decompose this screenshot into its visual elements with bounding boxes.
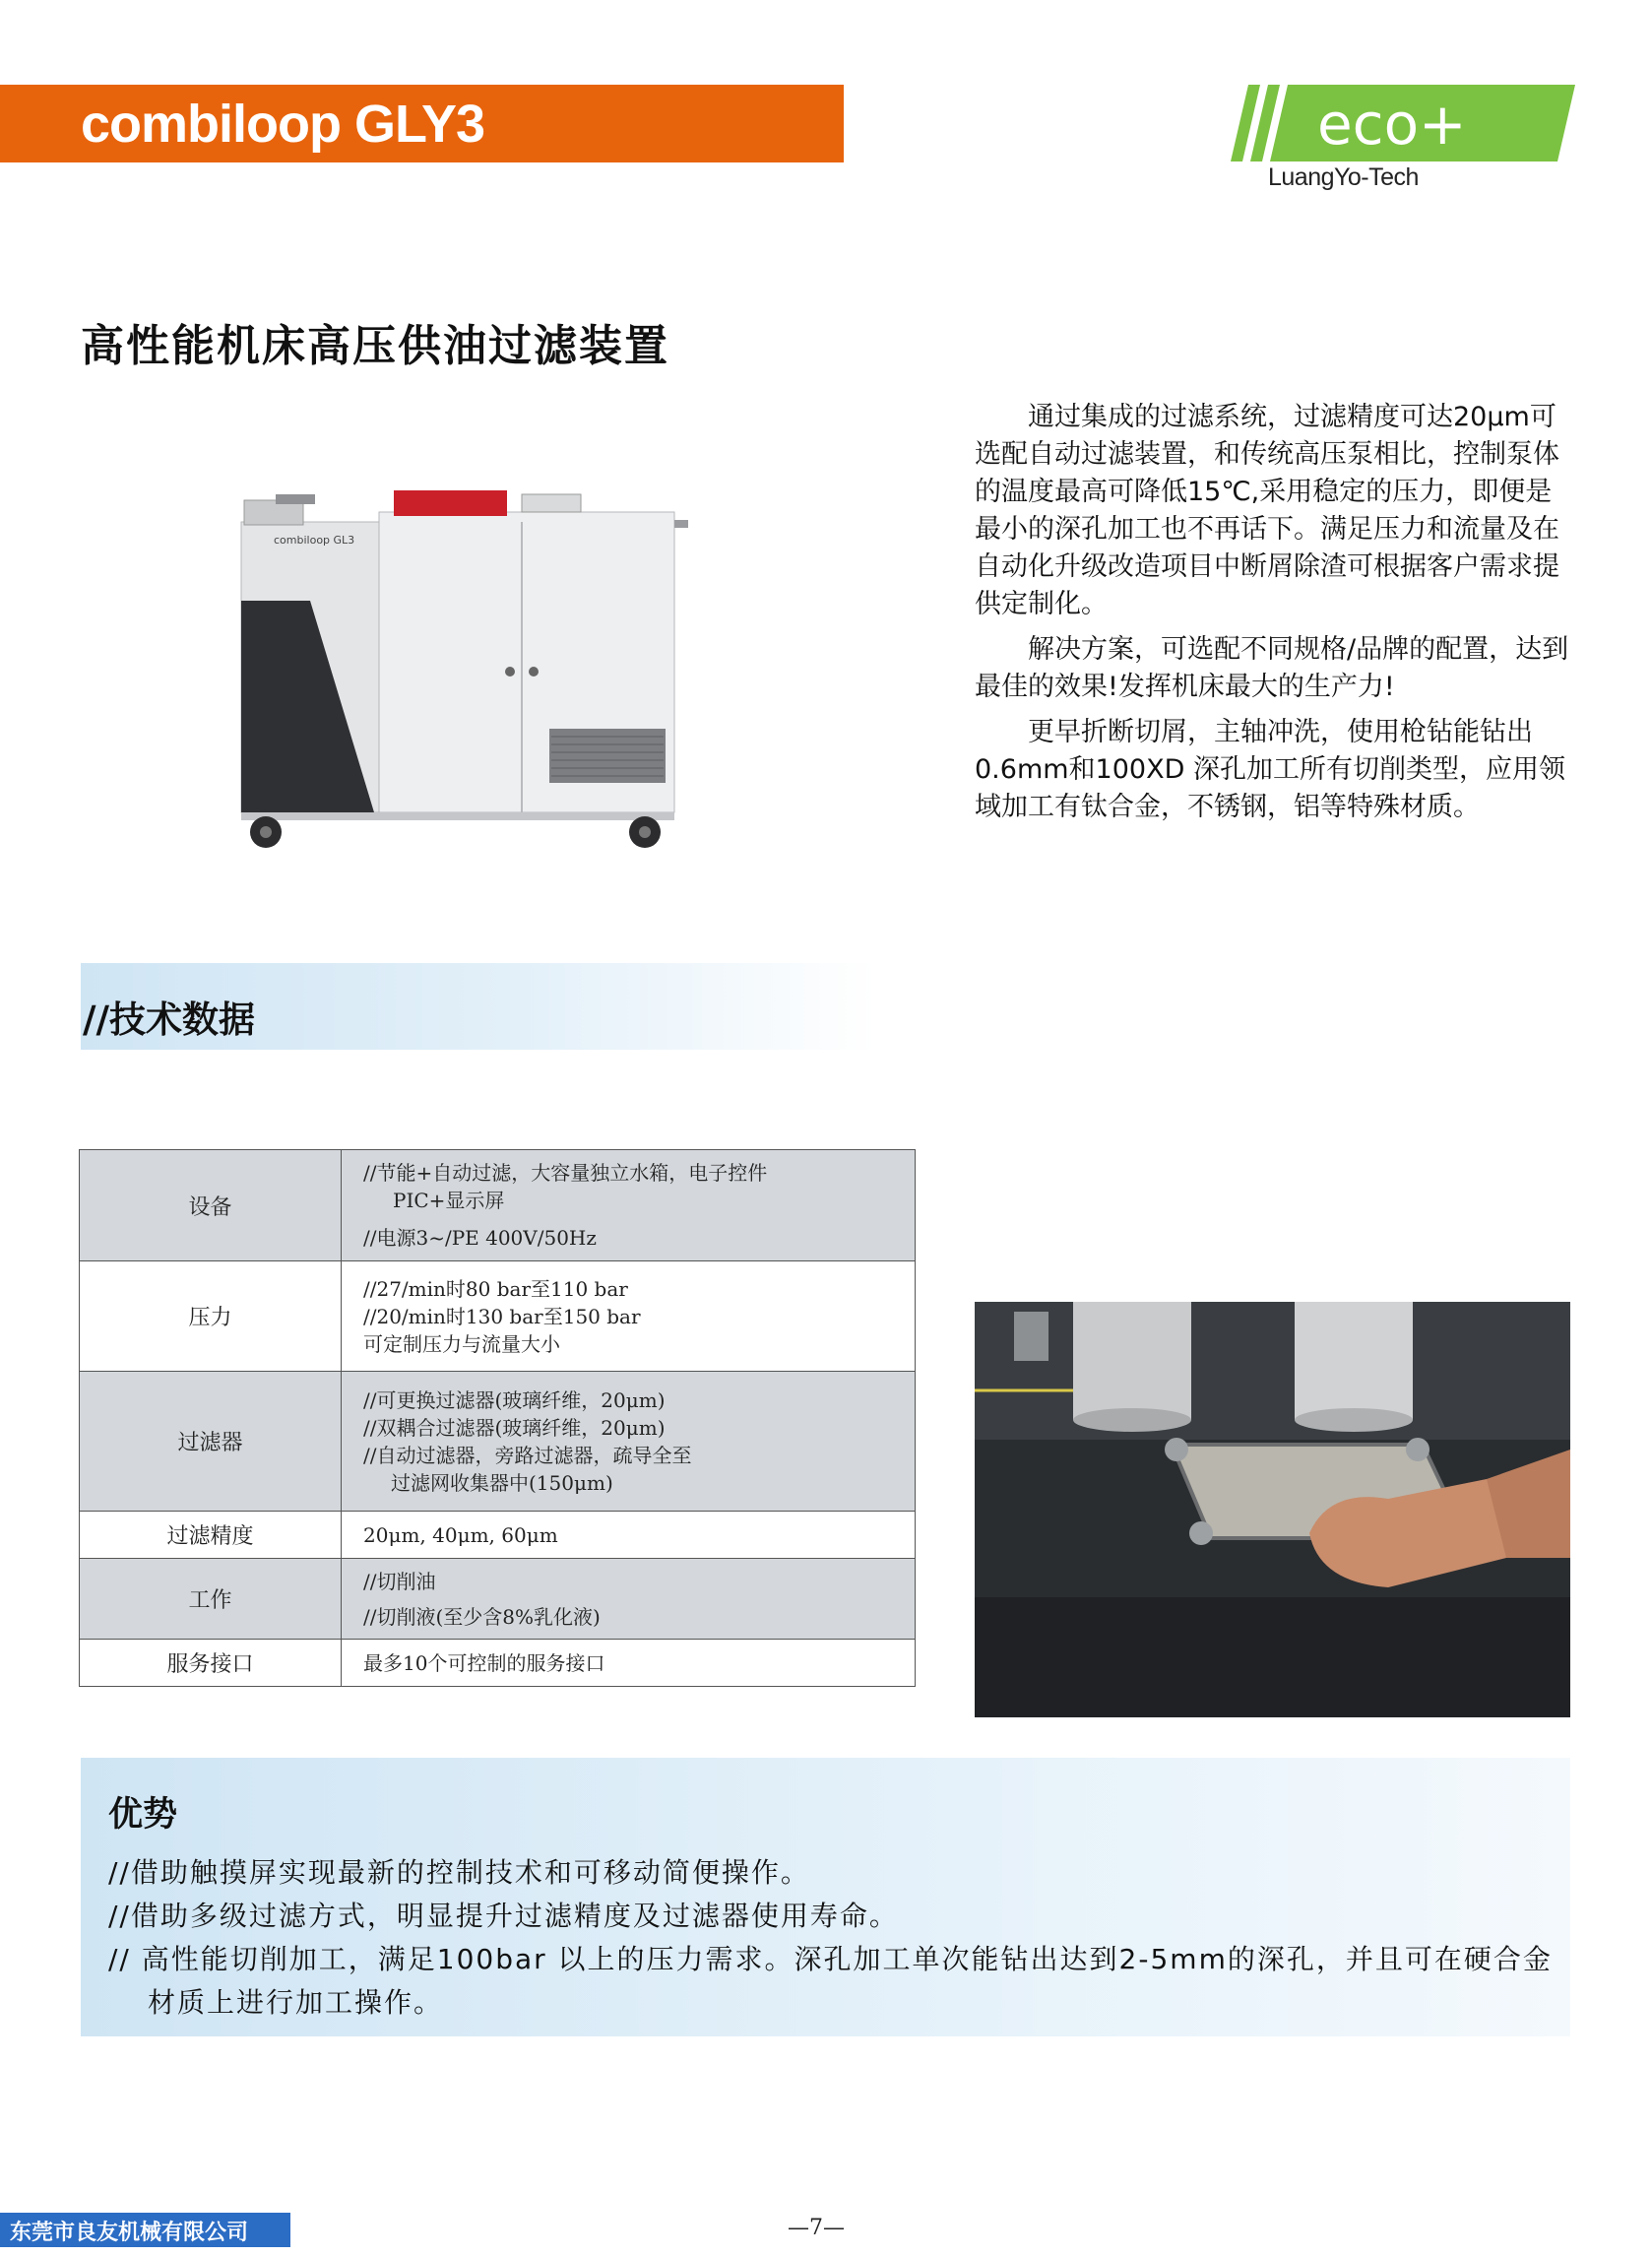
value-line: //切削液(至少含8%乳化液) <box>363 1604 601 1629</box>
value-line: //电源3~/PE 400V/50Hz <box>363 1226 597 1250</box>
product-title: combiloop GLY3 <box>81 95 485 154</box>
brand-name: LuangYo-Tech <box>1268 163 1419 191</box>
value-line: PIC+显示屏 <box>393 1189 505 1212</box>
value-line: //切削油 <box>363 1569 436 1593</box>
row-label: 压力 <box>80 1261 342 1372</box>
table-row <box>80 1372 916 1512</box>
row-values <box>342 1640 916 1687</box>
intro-paragraph-2: 解决方案，可选配不同规格/品牌的配置，达到最佳的效果!发挥机床最大的生产力! <box>975 634 1569 702</box>
list-item: //借助多级过滤方式，明显提升过滤精度及过滤器使用寿命。 <box>108 1900 899 1932</box>
row-values <box>342 1372 916 1512</box>
value-line: //20/min时130 bar至150 bar <box>363 1304 641 1328</box>
value-line: //自动过滤器，旁路过滤器，疏导全至 <box>363 1443 692 1467</box>
advantages-title: 优势 <box>108 1795 178 1835</box>
value-line: //双耦合过滤器(玻璃纤维，20μm) <box>363 1415 666 1440</box>
value-line: 20μm, 40μm, 60μm <box>363 1522 558 1547</box>
list-item: //借助触摸屏实现最新的控制技术和可移动简便操作。 <box>108 1856 810 1889</box>
row-values <box>342 1261 916 1372</box>
row-values <box>342 1559 916 1640</box>
table-row <box>80 1640 916 1687</box>
intro-paragraph-3: 更早折断切屑，主轴冲洗，使用枪钻能钻出0.6mm和100XD 深孔加工所有切削类型，应用领域加工有钛合金，不锈钢，铝等特殊材质。 <box>975 717 1565 822</box>
value-line: 可定制压力与流量大小 <box>363 1331 560 1356</box>
intro-paragraph-1: 通过集成的过滤系统，过滤精度可达20μm可选配自动过滤装置，和传统高压泵相比，控制泵体的温度最高可降低15℃,采用稳定的压力，即便是最小的深孔加工也不再话下。满足压力和流量及在自动化升级改造项目中断屑除渣可根据客户需求提供定制化。 <box>975 402 1559 619</box>
row-values <box>342 1150 916 1261</box>
spec-table <box>79 1149 916 1687</box>
table-row <box>80 1150 916 1261</box>
advantages-list <box>108 1851 1556 2025</box>
eco-plus-logo <box>1231 85 1575 163</box>
main-heading: 高性能机床高压供油过滤装置 <box>81 321 669 371</box>
row-label: 过滤器 <box>80 1372 342 1512</box>
value-line: //节能+自动过滤，大容量独立水箱，电子控件 <box>363 1161 768 1185</box>
intro-text <box>975 399 1570 834</box>
logo-text: eco+ <box>1317 91 1467 158</box>
machine-label: combiloop GL3 <box>274 534 355 547</box>
row-label: 过滤精度 <box>80 1512 342 1559</box>
row-label: 工作 <box>80 1559 342 1640</box>
value-line: 最多10个可控制的服务接口 <box>363 1650 605 1675</box>
value-line: //27/min时80 bar至110 bar <box>363 1276 628 1301</box>
list-item: // 高性能切削加工，满足100bar 以上的压力需求。深孔加工单次能钻出达到2-5mm的深孔，并且可在硬合金材质上进行加工操作。 <box>108 1943 1553 2019</box>
table-row <box>80 1559 916 1640</box>
value-line: //可更换过滤器(玻璃纤维，20μm) <box>363 1387 666 1412</box>
row-label: 设备 <box>80 1150 342 1261</box>
row-values <box>342 1512 916 1559</box>
table-row <box>80 1512 916 1559</box>
page-number: —7— <box>788 2216 845 2240</box>
table-row <box>80 1261 916 1372</box>
value-line: 过滤网收集器中(150μm) <box>391 1470 613 1495</box>
tech-data-title: //技术数据 <box>83 999 256 1041</box>
filter-photo <box>975 1302 1570 1717</box>
row-label: 服务接口 <box>80 1640 342 1687</box>
machine-photo <box>236 483 709 852</box>
company-name: 东莞市良友机械有限公司 <box>10 2221 249 2245</box>
